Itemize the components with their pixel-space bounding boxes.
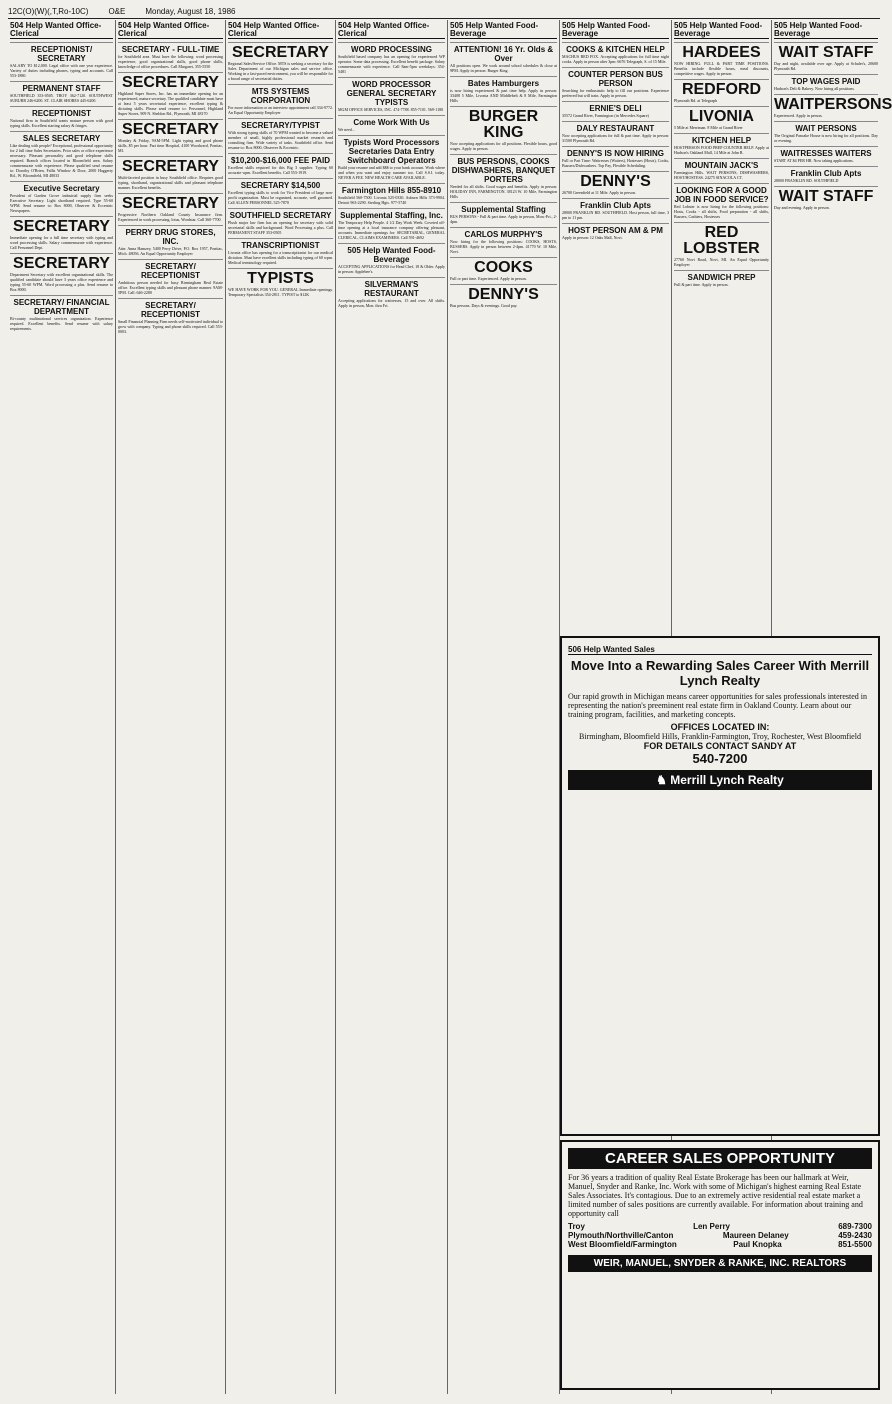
contact-line: FOR DETAILS CONTACT SANDY AT — [643, 741, 797, 751]
ad-body: Farmington Hills. WAIT PERSONS, DISHWASHERS, HOST/HOSTESS. 24275 SINACOLA CT. — [674, 170, 769, 180]
ad-body: ACCEPTING APPLICATIONS for Head Chef, 18 & Older. Apply in person: Applebee's. — [338, 264, 445, 274]
classified-ad — [10, 253, 113, 295]
ad-body: 28000 FRANKLIN RD. SOUTHFIELD. Host person, full time, 3 pm to 11 pm. — [562, 210, 669, 220]
classified-ad — [674, 42, 769, 79]
ad-body: BUS PERSONS - Full & part time. Apply in person, Mon.-Fri., 2-4pm. — [450, 214, 557, 224]
ad-title: SECRETARY/ FINANCIAL DEPARTMENT — [13, 298, 110, 316]
contact-label: Plymouth/Northville/Canton — [568, 1231, 674, 1240]
career-title: CAREER SALES OPPORTUNITY — [568, 1148, 872, 1169]
classified-ad — [774, 186, 878, 213]
classified-ad — [338, 277, 445, 311]
ad-body: for Southfield area. Must have the following: word processing experience, good organizational skills, good phone skills, knowledge of office procedures. Call Margaret, 355-5550 — [118, 54, 223, 69]
section-head: 505 Help Wanted Food-Beverage — [674, 22, 769, 39]
ad-body: is now hiring experienced & part time help. Apply in person: 33408 5 Mile, Livonia AND Middlebelt & 8 Mile, Farmington Hills — [450, 88, 557, 103]
ad-title: TRANSCRIPTIONIST — [241, 241, 320, 250]
section-head: 505 Help Wanted Food-Beverage — [450, 22, 557, 39]
column-5 — [448, 20, 560, 1394]
paper-name: O&E — [108, 6, 126, 16]
ad-body: Like dealing with people? Exceptional, professional opportunity for 2 full time Sales Secretaries. Prior sales or office experience necessary. Pleasant personality and good telephone skills required. Branch offices located in Bloomfield area. Salary commensurate with experience. Please qualified send resume to: Dorothy O'Brien, Fallis Window & Door, 2000 Haggerty Rd., W. Bloomfield, MI 48033 — [10, 143, 113, 178]
ad-body: With strong typing skills of 70 WPM wanted to become a valued member of small, highly professional market research and consulting firm. Wide variety of tasks. Southfield office. Send resume to: Box 8000, Observer & Eccentric. — [228, 130, 333, 150]
section-head: 504 Help Wanted Office-Clerical — [118, 22, 223, 39]
classified-ad — [10, 295, 113, 334]
section-head: 505 Help Wanted Food-Beverage — [562, 22, 669, 39]
ad-body: Full & part time. Apply in person. — [674, 282, 729, 287]
bull-logo-icon: ♞ — [656, 773, 671, 787]
ad-title: Come Work With Us — [353, 118, 430, 127]
classified-ad — [774, 121, 878, 146]
ad-body: Small Financial Planning Firm needs self-motivated individual to grow with company. Typing and phone skills required. Call 553-0003. — [118, 319, 223, 334]
ad-body: Red Lobster is now hiring for the following positions: Hosts, Cooks - all shifts, Food preparation - all shifts, Bussers, Cashiers, Hostesses — [674, 204, 769, 219]
ad-title: Supplemental Staffing, Inc. — [340, 211, 443, 220]
classified-ad — [228, 238, 333, 268]
ad-body: Hudson's Deli & Bakery. Now hiring all positions. — [774, 86, 855, 91]
classified-ad — [562, 42, 669, 67]
ad-title: SECRETARY - FULL-TIME — [121, 45, 220, 54]
contact-row — [568, 1240, 872, 1249]
classified-ad — [674, 133, 769, 158]
ad-title: SECRETARY — [122, 195, 219, 212]
ad-title: ERNIE'S DELI — [589, 104, 642, 113]
ad-title: DALY RESTAURANT — [576, 124, 655, 133]
ad-title: SECRETARY — [13, 218, 110, 235]
ad-body: Build your resume and add $$$ to your bank account. Work where and when you want and enjoy summer too. Call S.S.I. today. NEVER A FEE. NEW HEALTH CARE AVAILABLE. — [338, 165, 445, 180]
classified-ad — [338, 208, 445, 243]
classified-ad — [10, 42, 113, 81]
classified-ad — [562, 67, 669, 101]
ad-body: We need... — [338, 127, 355, 132]
ad-body: 35572 Grand River, Farmington (in Mercedes Square) — [562, 113, 649, 118]
brand-name: Merrill Lynch Realty — [670, 773, 784, 787]
ad-body: HOSTPERSON FOOD PREP COUNTER HELP. Apply at Hudson's Oakland Mall, 14 Mile at John R. — [674, 145, 769, 155]
classified-ad — [338, 243, 445, 277]
brand-banner — [568, 770, 872, 790]
ad-body: Bi-county multinational services organization. Experience required. Excellent benefits. Send resume with salary requirements. — [10, 316, 113, 331]
ad-title: SECRETARY — [122, 158, 219, 175]
classified-ad — [228, 84, 333, 118]
classified-ad — [228, 208, 333, 238]
ad-body: All positions open. We work around school schedules & close at 9PM. Apply in person: Burger King. — [450, 63, 557, 73]
classified-ad — [338, 115, 445, 135]
ad-title: WORD PROCESSOR GENERAL SECRETARY TYPISTS — [346, 80, 437, 107]
ad-body: Our rapid growth in Michigan means career opportunities for sales professionals interested in representing the nation's preeminent real estate firm in Oakland County. Learn about our training program, facilities, and marketing concepts. — [568, 692, 868, 719]
classified-ad — [450, 76, 557, 106]
ad-title: $10,200-$16,000 FEE PAID — [230, 156, 331, 165]
classified-ad — [450, 257, 557, 284]
classified-ad — [228, 118, 333, 153]
column-1 — [8, 20, 116, 1394]
ad-title: SECRETARY $14,500 — [240, 181, 321, 190]
classified-ad — [118, 298, 223, 337]
ad-body: Monday & Friday, 9AM-5PM. Light typing and good phone skills, $5 per hour. Part time Hospital, 4100 Woodward, Pontiac, MI. — [118, 138, 223, 153]
ad-title: SECRETARY — [122, 74, 219, 91]
classified-ad — [10, 181, 113, 216]
ad-title: COOKS — [474, 259, 533, 276]
ad-title: WAITRESSES WAITERS — [780, 149, 872, 158]
ad-title: TOP WAGES PAID — [791, 77, 861, 86]
ad-body: 27760 Novi Road, Novi, MI. An Equal Opportunity Employer — [674, 257, 769, 267]
ad-title: SOUTHFIELD SECRETARY — [229, 211, 332, 220]
classified-ad — [450, 284, 557, 311]
ad-body: Accepting applications for waitresses, 15 and over. All shifts. Apply in person, Mon. thru Fri. — [338, 298, 445, 308]
ad-title: Move Into a Rewarding Sales Career With Merrill Lynch Realty — [570, 658, 870, 688]
ad-title: WORD PROCESSING — [351, 45, 432, 54]
ad-title: SECRETARY/ RECEPTIONIST — [140, 262, 201, 280]
ad-title: TYPISTS — [247, 270, 314, 287]
ad-body: Plush major law firm has an opening for secretary with solid secretarial skills and background. Word Processing a plus. Call PERMANENT STAFF 353-0505 — [228, 220, 333, 235]
classified-ad — [774, 42, 878, 74]
ad-title: Supplemental Staffing — [461, 205, 546, 214]
ad-body: For more information or an interview appointment call 334-9772. An Equal Opportunity Employer — [228, 105, 333, 115]
section-code: 12C(O)(W)(,T,Ro-10C) — [8, 6, 89, 16]
ad-body: Immediate opening for a full time secretary with typing and word processing skills. Salary commensurate with experience. Call Personnel Dept. — [10, 235, 113, 250]
ad-body: Plymouth Rd. at Telegraph — [674, 98, 717, 103]
ad-title: RECEPTIONIST — [31, 109, 92, 118]
ad-body: Full or Part Time: Waitresses (Waiters), Hostesses (Hosts), Cooks, Bussers/Dishwashers. Top Pay, Flexible Scheduling. — [562, 158, 669, 168]
classified-ad — [450, 202, 557, 227]
ad-title: CARLOS MURPHY'S — [464, 230, 543, 239]
ad-body: 5 Mile at Merriman. 8 Mile at Grand River — [674, 125, 743, 130]
contact-phone: 689-7300 — [838, 1222, 872, 1231]
column-4 — [336, 20, 448, 1394]
contact-label: West Bloomfield/Farmington — [568, 1240, 677, 1249]
ad-body: Southfield 560-7500. Livonia 525-0330. Auburn Hills 373-9904. Detroit 963-2290. Sterling Hgts. 977-5740 — [338, 195, 445, 205]
ad-body: Apply in person: 12 Oaks Mall, Novi. — [562, 235, 623, 240]
ad-title: Executive Secretary — [23, 184, 100, 193]
ad-title: MTS SYSTEMS CORPORATION — [250, 87, 311, 105]
ad-body: Excellent typing skills to work for Vice President of large non-profit organization. Must be organized, accurate, well groomed. Call ALLEN PERSONNEL 525-7870 — [228, 190, 333, 205]
classified-ad — [118, 72, 223, 119]
classified-ad — [118, 156, 223, 193]
classified-ad — [774, 94, 892, 121]
classified-ad — [228, 178, 333, 208]
career-sales-ad — [560, 1140, 880, 1390]
ad-body: Excellent skills required for this Big 3 supplier. Typing 60 accurate wpm. Excellent benefits. Call 553-1919. — [228, 165, 333, 175]
ad-title: BURGER KING — [468, 108, 539, 141]
ad-title: KITCHEN HELP — [691, 136, 752, 145]
ad-body: Now accepting applications for full & part time. Apply in person: 31500 Plymouth Rd. — [562, 133, 669, 143]
classified-ad — [118, 42, 223, 72]
ad-title: PERMANENT STAFF — [22, 84, 101, 93]
ad-body: Now accepting applications for all positions. Flexible hours, good wages. Apply in person. — [450, 141, 557, 151]
ad-body: Needed for all shifts. Good wages and benefits. Apply in person: HOLIDAY INN, FARMINGTON. 38123 W. 10 Mile, Farmington Hills — [450, 184, 557, 199]
ad-body: MACHUS RED FOX. Accepting applications for full time night cooks. Apply in person after 3pm: 6676 Telegraph, S. of 15 Mile. — [562, 54, 669, 64]
ad-body: Regional Sales/Service Office. MTS is seeking a secretary for the Sales Department of our Michigan sales and service office. Working in a fast-paced environment, you will be responsible for a broad range of secretarial duties. — [228, 61, 334, 81]
ad-title: LIVONIA — [689, 108, 754, 125]
column-2 — [116, 20, 226, 1394]
ad-title: Farmington Hills 855-8910 — [341, 186, 442, 195]
classified-ad — [10, 131, 113, 181]
classified-ad — [338, 135, 445, 183]
ad-title: WAIT STAFF — [778, 188, 874, 205]
ad-body: 28000 FRANKLIN RD. SOUTHFIELD — [774, 178, 839, 183]
classified-ad — [450, 106, 557, 154]
ad-body: Multi-faceted position in busy Southfield office. Requires good typing, shorthand, organizational skills and pleasant telephone manner. Excellent benefits. — [118, 175, 223, 190]
ad-title: HARDEES — [682, 44, 761, 61]
ad-title: WAIT STAFF — [778, 44, 874, 61]
classified-ad — [774, 74, 878, 94]
classified-ad — [450, 154, 557, 202]
classified-ad — [118, 259, 223, 298]
merrill-lynch-ad — [560, 636, 880, 1136]
classified-ad — [562, 101, 669, 121]
column-3 — [226, 20, 336, 1394]
ad-title: RECEPTIONIST/ SECRETARY — [30, 45, 93, 63]
contact-row — [568, 1231, 872, 1240]
section-head: 504 Help Wanted Office-Clerical — [10, 22, 113, 39]
contact-name: Paul Knopka — [733, 1240, 782, 1249]
ad-body: Bus persons. Days & evenings. Good pay. — [450, 303, 518, 308]
ad-body: The Temporary Help People. 4 1/2 Day Work Week. Coveted off-time opening at a local insurance company offering pleasant, accounts. Immediate openings for: SECRETARIAL, GENERAL CLERICAL, CLAIMS EXAMINERS. Call 591-4692 — [338, 220, 445, 240]
ad-title: 505 Help Wanted Food-Beverage — [347, 246, 436, 264]
ad-title: COUNTER PERSON BUS PERSON — [568, 70, 663, 88]
classified-ad — [562, 198, 669, 223]
ad-body: 26700 Greenfield at 11 Mile. Apply in person. — [562, 190, 636, 195]
ad-body: Progressive Northern Oakland County Insurance firm. Experienced in work processing, lotus, Wordstar. Call 360-7700. — [118, 212, 223, 222]
classified-ad — [562, 146, 669, 171]
contact-phone: 540-7200 — [692, 751, 748, 766]
classified-ad — [674, 158, 769, 183]
ad-body: Livonia office has opening for a transcriptionist for our medical dictation. Must have excellent skills including typing of 60 wpm. Medical terminology required. — [228, 250, 333, 265]
masthead — [8, 4, 880, 19]
ad-title: WAIT PERSONS — [795, 124, 857, 133]
ad-title: ATTENTION! 16 Yr. Olds & Over — [453, 45, 554, 63]
contact-phone: 459-2430 — [838, 1231, 872, 1240]
section-head: 505 Help Wanted Food-Beverage — [774, 22, 878, 39]
classified-ad — [228, 42, 333, 84]
classified-ad — [228, 153, 333, 178]
classified-ad — [562, 223, 669, 243]
offices-title: OFFICES LOCATED IN: — [670, 722, 770, 732]
ad-title: SILVERMAN'S RESTAURANT — [364, 280, 419, 298]
ad-title: RED LOBSTER — [683, 224, 760, 257]
ad-body: Department Secretary with excellent organizational skills. The qualified candidate should have 3 years office experience and typing 55-60 WPM. Word processing a plus. Send resume to Box 8000. — [10, 272, 113, 292]
ad-body: START AT $4 PER HR. Now taking applications. — [774, 158, 854, 163]
ad-body: MGM OFFICE SERVICES, INC. 474-7788. 855-7101. 569-1180 — [338, 107, 444, 112]
classified-ad — [338, 77, 445, 115]
classified-ad — [118, 119, 223, 156]
ad-title: SECRETARY — [122, 121, 219, 138]
classified-ad — [338, 42, 445, 77]
classified-ad — [562, 171, 669, 198]
ad-title: MOUNTAIN JACK'S — [684, 161, 759, 170]
ad-body: Southfield based company has an opening for experienced WP operator. Some data processing. Excellent benefit package. Salary commensurate with experience. Call 8am-5pm weekdays: 354-5481 — [338, 54, 445, 74]
classified-ad — [10, 216, 113, 253]
ad-body: WE HAVE WORK FOR YOU. GENERAL Immediate openings. Temporary Specialists 354-2811. TYPIST to $12K — [228, 287, 333, 297]
ad-body: Ambitious person needed for busy Birmingham Real Estate office. Excellent typing skills and pleasant phone manner. 9AM-5PM. Call: 646-2280 — [118, 280, 223, 295]
ad-body: Now hiring for the following positions: COOKS, HOSTS, BUSSERS. Apply in person between 2-4pm. 41770 W. 10 Mile, Novi. — [450, 239, 557, 254]
career-body: For 36 years a tradition of quality Real Estate Brokerage has been our hallmark at Weir, Manuel, Snyder and Ranke, Inc. Work with some of Michigan's highest earning Real Estate Sales Associates. It's contagious. Due to an extremely active residential real estate market a limited number of sales positions are currently available. For information about training and opportunity call — [568, 1173, 863, 1218]
ad-title: SECRETARY/ RECEPTIONIST — [140, 301, 201, 319]
contact-phone: 851-5500 — [838, 1240, 872, 1249]
ad-body: Day and evening. Apply in person. — [774, 205, 830, 210]
contact-row — [568, 1222, 872, 1231]
ad-title: SECRETARY — [13, 255, 110, 272]
classified-ad — [562, 121, 669, 146]
date: Monday, August 18, 1986 — [145, 6, 236, 16]
ad-body: SALARY TO $12,000. Legal office with one year experience. Variety of duties including phones, typing and accounts. Call 553-1880. — [10, 63, 113, 78]
ad-title: Bates Hamburgers — [467, 79, 540, 88]
ad-title: WAITPERSONS — [774, 96, 892, 113]
ad-title: DENNY'S IS NOW HIRING — [566, 149, 665, 158]
ad-title: HOST PERSON AM & PM — [568, 226, 663, 235]
classified-ad — [118, 225, 223, 259]
classified-ad — [674, 222, 769, 270]
classified-ad — [118, 193, 223, 225]
ad-body: Attn: Anna Hamzey, 5400 Perry Drive, P.O. Box 1957, Pontiac, Mich. 48056. An Equal Opportunity Employer — [118, 246, 223, 256]
career-footer: WEIR, MANUEL, SNYDER & RANKE, INC. REALTORS — [568, 1255, 872, 1272]
ad-body: Full or part time. Experienced. Apply in person. — [450, 276, 527, 281]
contact-label: Troy — [568, 1222, 585, 1231]
ad-title: Franklin Club Apts — [790, 169, 862, 178]
classified-ad — [450, 227, 557, 257]
classified-ad — [10, 81, 113, 106]
contact-list — [568, 1222, 872, 1249]
classified-ad — [450, 42, 557, 76]
ad-body: NOW HIRING. FULL & PART TIME POSITIONS. Benefits include flexible hours, meal discounts, competitive wages. Apply in person. — [674, 61, 769, 76]
ad-title: LOOKING FOR A GOOD JOB IN FOOD SERVICE? — [674, 186, 769, 204]
ad-body: Highland Super Stores, Inc. has an immediate opening for an experienced, mature secretary. The qualified candidate must have at least 5 years secretarial experience, excellent typing & dictating skills. Please send resume to: Personnel, Highland Super Stores, 909 N. Sheldon Rd., Plymouth, MI 48170 — [118, 91, 223, 116]
contact-name: Len Perry — [693, 1222, 730, 1231]
ad-body: President of Garden Grove industrial supply firm seeks Executive Secretary. Light shorthand required. Type 55-60 WPM. Send resume to: Box 8000, Observer & Eccentric Newspapers. — [10, 193, 113, 213]
ad-body: SOUTHFIELD 353-0505. TROY 362-7120. SOUTHWEST SUBURB 246-6200. ST. CLAIR SHORES 445-6200. — [10, 93, 113, 103]
ad-title: Typists Word Processors Secretaries Data Entry Switchboard Operators — [343, 138, 440, 165]
ad-title: SECRETARY — [232, 44, 329, 61]
classified-ad — [10, 106, 113, 131]
classified-ad — [674, 106, 769, 133]
locations: Birmingham, Bloomfield Hills, Franklin-Farmington, Troy, Rochester, West Bloomfield — [579, 732, 861, 741]
classified-ad — [774, 146, 878, 166]
ad-body: The Original Pancake House is now hiring for all positions. Day or evening. — [774, 133, 878, 143]
classified-ad — [228, 268, 333, 300]
ad-body: Day and night, available over age. Apply at Schuler's, 20600 Plymouth Rd. — [774, 61, 878, 71]
ad-title: PERRY DRUG STORES, INC. — [125, 228, 216, 246]
classified-ad — [674, 79, 769, 106]
section-head: 506 Help Wanted Sales — [568, 646, 872, 655]
ad-title: Franklin Club Apts — [580, 201, 651, 210]
ad-title: BUS PERSONS, COOKS DISHWASHERS, BANQUET PORTERS — [451, 157, 556, 184]
classified-ad — [674, 183, 769, 222]
ad-title: DENNY'S — [468, 286, 539, 303]
ad-title: SECRETARY/TYPIST — [241, 121, 320, 130]
classified-ad — [674, 270, 769, 290]
ad-title: SANDWICH PREP — [687, 273, 756, 282]
section-head: 504 Help Wanted Office-Clerical — [228, 22, 333, 39]
ad-title: DENNY'S — [580, 173, 651, 190]
ad-title: REDFORD — [681, 81, 762, 98]
ad-title: COOKS & KITCHEN HELP — [566, 45, 665, 54]
classified-ad — [338, 183, 445, 208]
section-head: 504 Help Wanted Office-Clerical — [338, 22, 445, 39]
ad-body: National firm in Southfield wants mature person with good typing skills. Excellent starting salary & fringes. — [10, 118, 113, 128]
classified-ad — [774, 166, 878, 186]
ad-body: Searching for enthusiastic help to fill our positions. Experience preferred but will train. Apply in person. — [562, 88, 669, 98]
ad-title: SALES SECRETARY — [22, 134, 101, 143]
contact-name: Maureen Delaney — [722, 1231, 789, 1240]
ad-body: Experienced. Apply in person. — [774, 113, 823, 118]
